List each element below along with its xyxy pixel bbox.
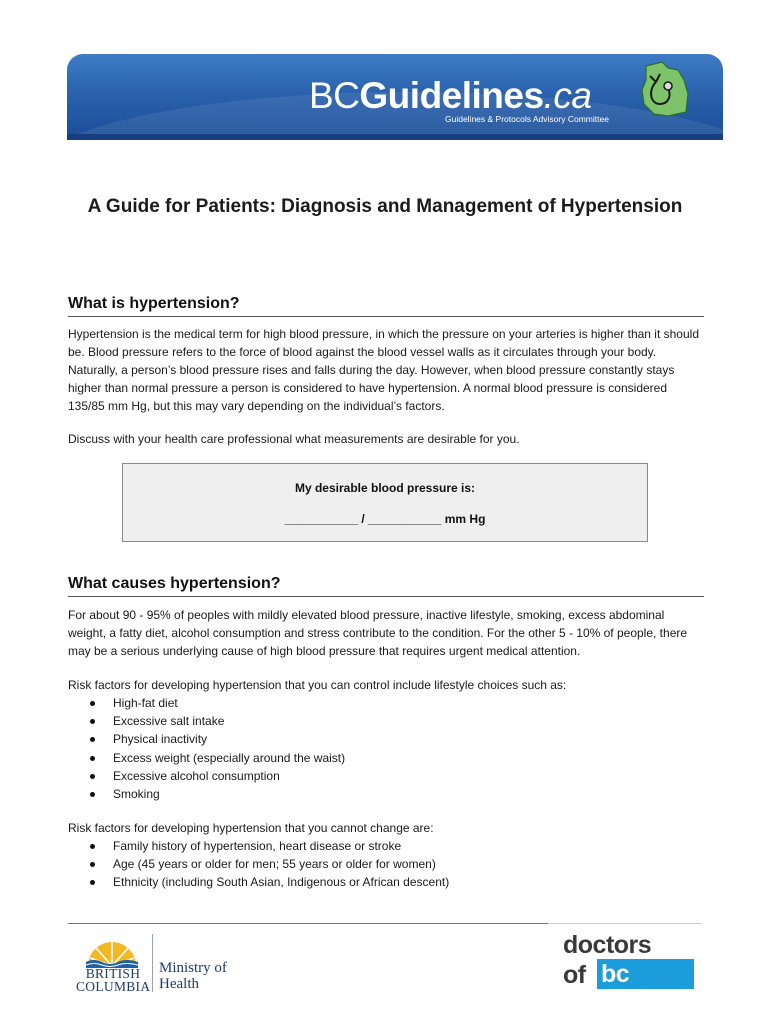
banner-bottom-band — [67, 134, 723, 140]
bc-map-stethoscope-icon — [638, 60, 692, 120]
list-item: Family history of hypertension, heart disease or stroke — [88, 837, 449, 855]
bcguidelines-logo-text — [309, 76, 591, 116]
logo-divider — [152, 934, 153, 992]
doctors-of-bc-logo — [563, 930, 703, 994]
uncontrollable-risk-list — [88, 837, 449, 892]
controllable-risk-list — [88, 694, 345, 803]
bc-line-2: COLUMBIA — [76, 979, 151, 994]
section-heading-what-is: What is hypertension? — [68, 295, 704, 317]
list-item: Physical inactivity — [88, 730, 345, 748]
list-item: Excessive alcohol consumption — [88, 767, 345, 785]
discuss-paragraph: Discuss with your health care professional what measurements are desirable for you. — [68, 432, 520, 446]
banner-tagline: Guidelines & Protocols Advisory Committee — [445, 114, 609, 124]
list-item: High-fat diet — [88, 694, 345, 712]
bc-word: bc — [601, 960, 630, 988]
uncontrollable-intro: Risk factors for developing hypertension that you cannot change are: — [68, 821, 434, 835]
doctors-word: doctors — [563, 931, 652, 959]
of-word: of — [563, 961, 586, 989]
header-banner — [67, 54, 723, 140]
page-title: A Guide for Patients: Diagnosis and Management of Hypertension — [87, 196, 683, 217]
bc-ministry-of-health-logo — [72, 930, 232, 996]
controllable-intro: Risk factors for developing hypertension that you can control include lifestyle choices such as: — [68, 678, 567, 692]
list-item: Excessive salt intake — [88, 712, 345, 730]
brand-main: Guidelines — [359, 75, 544, 116]
ministry-of-health-text — [159, 960, 227, 992]
british-columbia-wordmark — [76, 967, 150, 993]
section-heading-causes: What causes hypertension? — [68, 575, 704, 597]
list-item: Age (45 years or older for men; 55 years or older for women) — [88, 855, 449, 873]
bc-sun-icon — [84, 932, 140, 968]
desirable-bp-box — [122, 463, 648, 542]
ministry-line-1: Ministry of — [159, 960, 227, 976]
bc-box — [597, 959, 694, 989]
section-paragraph-causes: For about 90 - 95% of peoples with mildly elevated blood pressure, inactive lifestyle, smoking, excess abdominal weight, a fatty diet, alcohol consumption and stress contribute to the condition. For the other 5 - 10% of people, there may be a serious underlying cause of high blood pressure that requires urgent medical attention. — [68, 608, 688, 658]
list-item: Smoking — [88, 785, 345, 803]
list-item: Excess weight (especially around the waist) — [88, 749, 345, 767]
desirable-bp-label: My desirable blood pressure is: — [294, 481, 476, 495]
footer-divider — [68, 923, 702, 924]
brand-prefix: BC — [309, 75, 360, 116]
bc-line-1: BRITISH — [85, 966, 141, 981]
brand-suffix: .ca — [543, 75, 592, 116]
desirable-bp-fill-line: ___________ / ___________ mm Hg — [284, 512, 486, 526]
list-item: Ethnicity (including South Asian, Indigenous or African descent) — [88, 873, 449, 891]
section-paragraph-what-is: Hypertension is the medical term for high blood pressure, in which the pressure on your arteries is higher than it should be. Blood pressure refers to the force of blood against the blood vessel walls as it circulates through your body. Naturally, a person’s blood pressure rises and falls during the day. However, when blood pressure constantly stays higher than normal pressure a person is considered to have hypertension. A normal blood pressure is considered 135/85 mm Hg, but this may vary depending on the individual’s factors. — [68, 327, 699, 413]
ministry-line-2: Health — [159, 976, 199, 992]
